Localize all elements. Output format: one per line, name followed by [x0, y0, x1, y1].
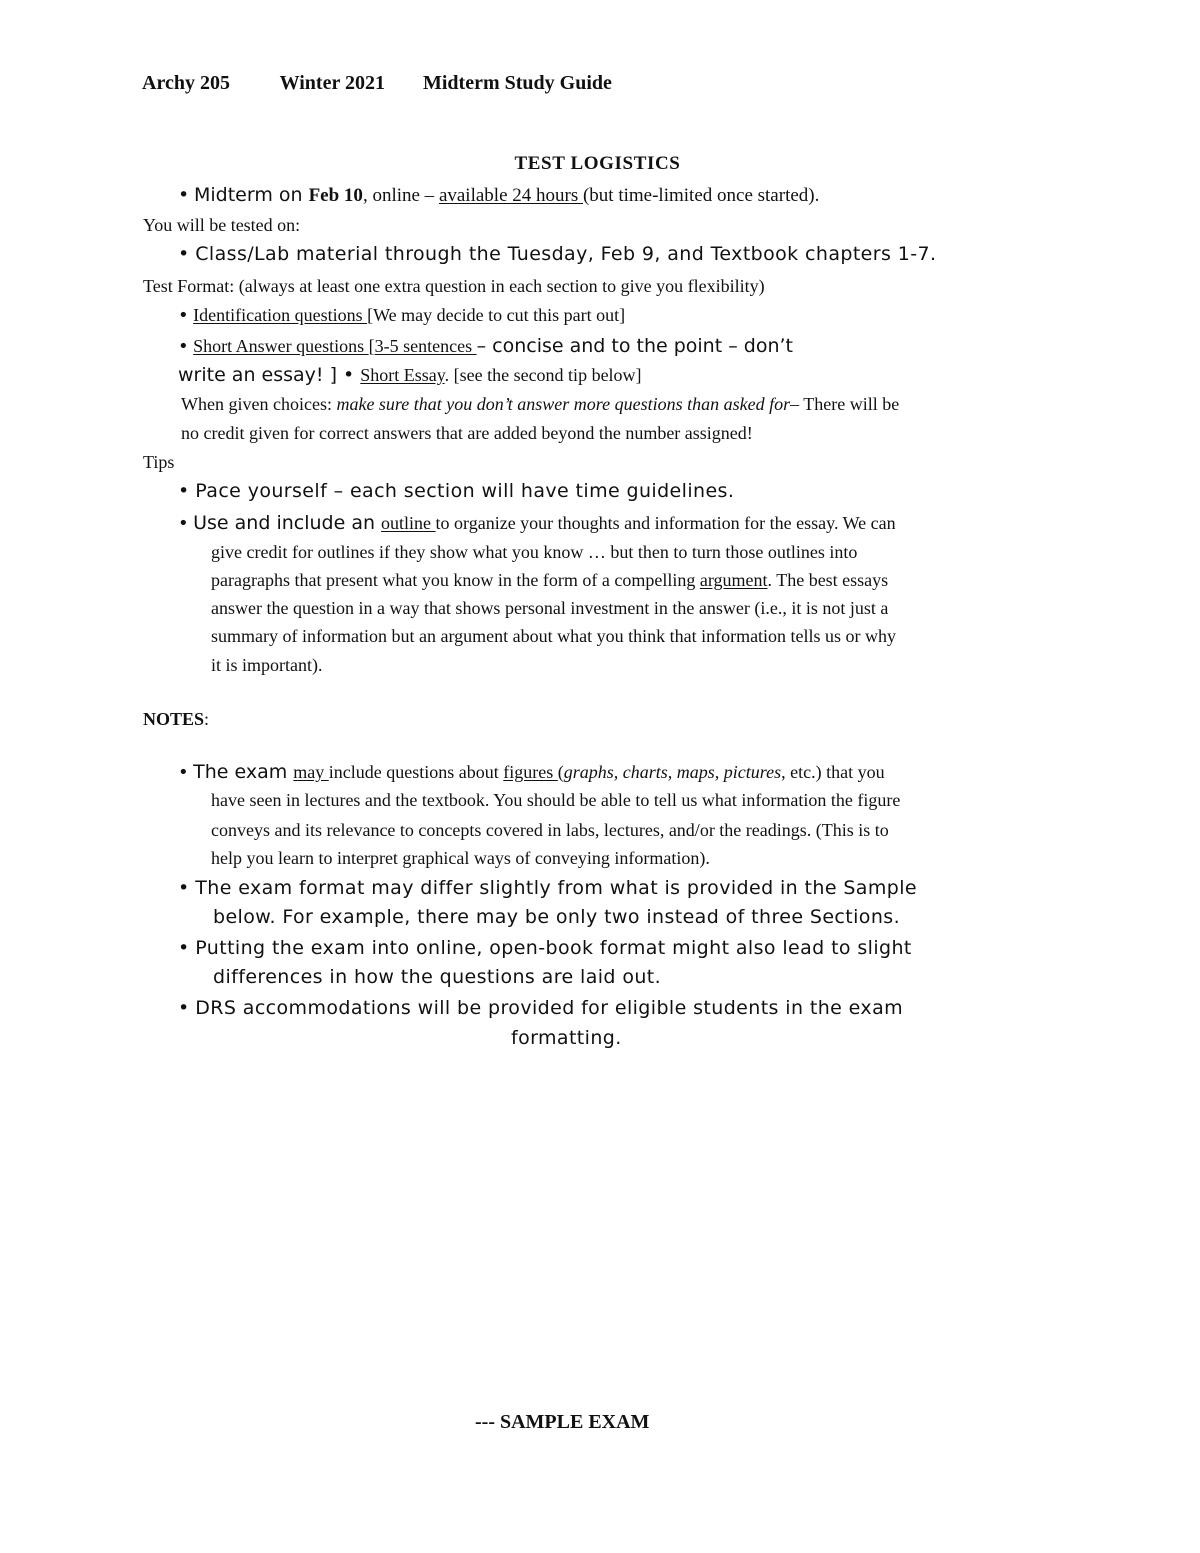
midterm-date: Feb 10 — [308, 185, 363, 206]
outline-line6: it is important). — [211, 655, 323, 675]
list-item-outline: • Use and include an outline to organize your thoughts and information for the essay. We can — [178, 512, 896, 534]
tested-on-label: You will be tested on: — [143, 215, 301, 235]
choices-note: When given choices: make sure that you don’t answer more questions than asked for– There will be — [181, 394, 900, 414]
list-item-midterm: • Midterm on Feb 10, online – available 24 hours (but time-limited once started). — [178, 184, 820, 206]
test-format-label: Test Format: (always at least one extra question in each section to give you flexibility) — [143, 276, 765, 296]
list-item-short-essay: write an essay! ] • Short Essay. [see the second tip below] — [178, 364, 642, 386]
document-header — [142, 72, 612, 95]
list-item-identification: • Identification questions [We may decide to cut this part out] — [178, 305, 626, 326]
format-differ-line2: below. For example, there may be only two instead of three Sections. — [213, 906, 901, 928]
section-heading-logistics: TEST LOGISTICS — [514, 153, 681, 174]
term: Winter 2021 — [279, 72, 385, 94]
outline-line5: summary of information but an argument about what you think that information tells us or why — [211, 626, 897, 646]
list-item-format-differ: • The exam format may differ slightly from what is provided in the Sample — [178, 877, 917, 899]
drs-line2: formatting. — [511, 1027, 622, 1049]
tips-label: Tips — [143, 452, 175, 472]
list-item-figures: • The exam may include questions about figures (graphs, charts, maps, pictures, etc.) that you — [178, 761, 885, 783]
document-title: Midterm Study Guide — [422, 72, 612, 94]
figures-line3: conveys and its relevance to concepts covered in labs, lectures, and/or the readings. (This is to — [211, 820, 889, 840]
list-item-online: • Putting the exam into online, open-book format might also lead to slight — [178, 937, 912, 959]
list-item-material: • Class/Lab material through the Tuesday, Feb 9, and Textbook chapters 1-7. — [178, 243, 937, 265]
bullet: • — [178, 184, 190, 206]
outline-line2: give credit for outlines if they show what you know … but then to turn those outlines into — [211, 542, 858, 562]
figures-line4: help you learn to interpret graphical ways of conveying information). — [211, 848, 710, 868]
notes-label: NOTES: — [143, 709, 210, 729]
outline-line3: paragraphs that present what you know in the form of a compelling argument. The best essays — [211, 570, 889, 590]
sample-exam-heading: --- SAMPLE EXAM — [475, 1411, 650, 1433]
availability: available 24 hours — [438, 185, 583, 206]
list-item-short-answer: • Short Answer questions [3-5 sentences – concise and to the point – don’t — [178, 335, 793, 357]
course-code: Archy 205 — [142, 72, 230, 94]
list-item-pace: • Pace yourself – each section will have time guidelines. — [178, 480, 735, 502]
outline-line4: answer the question in a way that shows personal investment in the answer (i.e., it is not just a — [211, 598, 889, 618]
online-line2: differences in how the questions are laid out. — [213, 966, 662, 988]
list-item-drs: • DRS accommodations will be provided for eligible students in the exam — [178, 997, 904, 1019]
figures-line2: have seen in lectures and the textbook. You should be able to tell us what information the figure — [211, 790, 901, 810]
choices-note-line2: no credit given for correct answers that are added beyond the number assigned! — [181, 423, 753, 443]
outline-word: outline — [381, 513, 436, 533]
